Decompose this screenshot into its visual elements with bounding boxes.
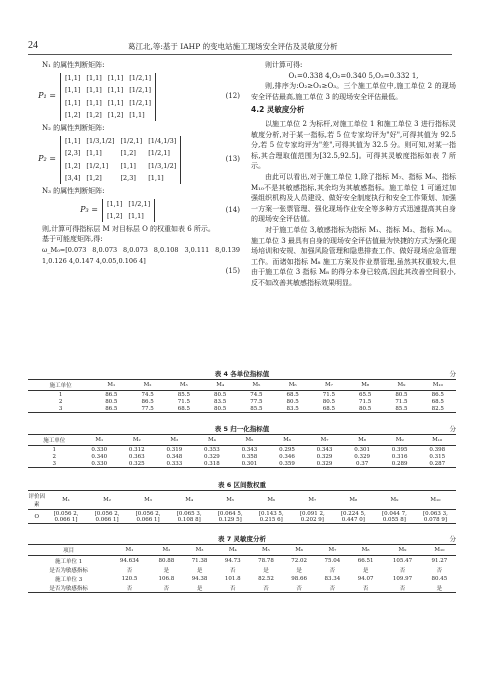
table-cell: 否	[230, 567, 236, 574]
table-cell: 83.5	[213, 398, 227, 405]
table-cell: 94.634	[119, 557, 140, 564]
table-cell: 是	[196, 567, 203, 574]
table-cell: 80.88	[158, 557, 175, 564]
matrix-cell: [1,1]	[65, 98, 81, 107]
matrix-p1	[28, 73, 240, 121]
table-cell: 106.8	[158, 575, 175, 582]
table-cell: 0.330	[91, 446, 108, 453]
p1-label: P₁ =	[38, 91, 56, 101]
column-header: M₈	[333, 491, 374, 510]
table6-caption	[28, 480, 456, 489]
table-cell: 0.301	[231, 460, 269, 468]
table-cell: 是否为敏感指标	[49, 567, 88, 574]
table-cell: [0.065 3, 0.108 8]	[169, 510, 210, 524]
paragraph: 对于施工单位 3,敏感指标为指标 M₁、指标 M₃、指标 M₁₀。施工单位 3 最具有自身的现场安全评估值最为快捷的方式为强化现场培训和安规、加强风险管理和隐患排查工作、做好现场应急管理工作。而诸如指标 M₈ 施工方案及作业票管理,虽然其权重较大,但由于施工单位 3 指标 M₈ 的得分本身已较高,因此其改善空间很小,反不如改善其敏感指标效果明显。	[251, 225, 456, 287]
matrix-cell: [1,2]	[107, 212, 123, 221]
column-header: M₈	[343, 435, 381, 446]
matrix-cell: [2,3]	[120, 174, 136, 183]
table-row	[28, 460, 456, 468]
table-cell: 0.346	[279, 453, 295, 460]
table-cell: 109.97	[392, 575, 413, 582]
matrix-cell: [1,1]	[86, 98, 102, 107]
table-cell: 否	[150, 583, 183, 593]
paragraph: 由此可以看出,对于施工单位 1,除了指标 M₇、指标 M₉、指标 M₁₀不是其敏感指标,其余均为其敏感指标。施工单位 1 可通过加强组织机构及人员建设、做好安全制度执行和安全工作策划、加强一方案一张票管理、强化现场作业安全等多种方式迅速提高其自身的现场安全评估值。	[251, 172, 456, 224]
table-header-row	[28, 545, 456, 556]
table-cell: 74.5	[250, 391, 263, 398]
matrix-p2	[28, 136, 240, 184]
paragraph: 则计算可得:	[265, 61, 303, 69]
table-row	[28, 556, 456, 566]
table-cell: 是	[423, 583, 456, 593]
column-header: M₅	[249, 545, 282, 556]
column-header: 评价因素	[28, 491, 45, 510]
table-cell: 71.5	[359, 398, 372, 405]
table-cell: 0.325	[118, 460, 156, 468]
table-cell: 0.359	[268, 460, 306, 468]
table-cell: [0.064 5, 0.129 5]	[210, 510, 251, 524]
result-equation: O₁=0.338 4,O₂=0.340 5,O₃=0.332 1,	[288, 71, 419, 80]
matrix-cell: [1/2,1]	[129, 73, 151, 82]
table-cell: 71.5	[322, 391, 336, 398]
column-header: M₂	[87, 491, 128, 510]
table-cell: 66.51	[357, 557, 374, 564]
matrix-cell: [1/2,1]	[120, 136, 143, 145]
column-header: M₂	[150, 545, 183, 556]
table-cell: 0.333	[156, 460, 194, 468]
n1-intro: N₁ 的属性判断矩阵:	[42, 61, 105, 69]
table-row	[28, 574, 456, 583]
table-cell: 80.45	[431, 575, 448, 582]
table-cell: 80.5	[286, 398, 299, 405]
omega-equation: ω_M₀=[0.073 8,0.073 8,0.073 8,0.108 3,0.111 8,0.139 1,0.126 4,0.147 4,0.05,0.106 4]	[42, 245, 240, 265]
table-cell: 0.398	[429, 446, 446, 453]
table4-unit: 分	[449, 370, 456, 378]
eq-15: (15)	[225, 267, 240, 276]
table-header-row	[28, 491, 456, 510]
table-cell: 0.295	[279, 446, 295, 453]
table-cell: 80.5	[105, 398, 118, 405]
left-column	[28, 60, 240, 277]
matrix-cell: [1,1]	[86, 149, 102, 158]
column-header: M₉	[382, 545, 423, 556]
table-cell: 105.47	[392, 557, 413, 564]
p2-matrix-body	[60, 136, 181, 184]
table-cell: 85.5	[238, 405, 274, 413]
p3-label: P₃ =	[80, 204, 98, 214]
column-header: M₉	[381, 435, 419, 446]
running-title: 葛江北,等:基于 IAHP 的变电站施工现场安全评估及灵敏度分析	[128, 42, 338, 51]
column-header: M₇	[311, 380, 347, 391]
table-cell: 施工单位 3	[54, 576, 83, 583]
matrix-cell: [1,2]	[120, 149, 136, 158]
column-header: M₈	[349, 545, 382, 556]
table-cell: 否	[109, 583, 150, 593]
table-row	[28, 398, 456, 405]
table-cell: 71.38	[191, 557, 208, 564]
table-cell: 94.07	[357, 575, 374, 582]
column-header: M₁	[45, 491, 86, 510]
table-cell: 86.5	[141, 398, 154, 405]
paragraph: 基于可能度矩阵,得:	[42, 235, 103, 244]
n2-intro: N₂ 的属性判断矩阵:	[42, 123, 105, 132]
matrix-cell: [1/2,1]	[86, 161, 109, 170]
table-cell: 0.287	[418, 460, 456, 468]
column-header: M₄	[216, 545, 249, 556]
table-cell: [0.063 3, 0.078 9]	[415, 510, 456, 524]
matrix-cell: [1,1]	[65, 136, 81, 145]
column-header: M₈	[347, 380, 383, 391]
table-cell: 71.5	[395, 398, 408, 405]
table-cell: 0.301	[354, 446, 370, 453]
table-cell: 0.37	[343, 460, 381, 468]
table-cell: 68.5	[311, 405, 347, 413]
matrix-cell: [1,1]	[120, 161, 136, 170]
table-cell: [0.044 7, 0.055 8]	[374, 510, 415, 524]
column-header: M₁	[109, 545, 150, 556]
column-header: M₂	[118, 435, 156, 446]
table-cell: 80.5	[395, 391, 408, 398]
table4-caption	[28, 369, 456, 378]
table-cell: 0.340	[91, 453, 108, 460]
table-cell: 否	[126, 567, 133, 574]
table-cell: [0.056 2, 0.066 1]	[45, 510, 86, 524]
table-cell: 82.52	[258, 575, 274, 582]
table-cell: 是	[296, 567, 302, 574]
table-cell: 74.5	[141, 391, 154, 398]
matrix-cell: [1/2,1]	[128, 199, 151, 208]
table-cell: 71.5	[177, 398, 190, 405]
column-header: 施工单位	[28, 435, 80, 446]
table-cell: 65.5	[359, 391, 372, 398]
table-cell: 85.5	[383, 405, 419, 413]
column-header: M₅	[231, 435, 269, 446]
column-header: M₄	[169, 491, 210, 510]
table-cell: 2	[52, 453, 56, 460]
column-header: M₁₀	[423, 545, 456, 556]
p2-label: P₂ =	[38, 154, 56, 164]
eq-14: (14)	[225, 205, 240, 214]
column-header: M₆	[283, 545, 316, 556]
matrix-cell: [1,2]	[65, 111, 81, 120]
column-header: M₆	[275, 380, 311, 391]
column-header: M₆	[268, 435, 306, 446]
table-cell: 0.316	[391, 453, 408, 460]
table-cell: 3	[28, 405, 93, 413]
table-cell: 施工单位 1	[54, 558, 83, 565]
table-cell: 1	[52, 446, 56, 453]
table-cell: 80.5	[347, 405, 383, 413]
table-header-row	[28, 435, 456, 446]
table7-title: 表 7 灵敏度分析	[217, 535, 267, 543]
table-cell: 86.5	[431, 391, 444, 398]
table-cell: O	[28, 510, 45, 524]
table-cell: 0.329	[306, 460, 344, 468]
table-cell: 101.8	[224, 575, 241, 582]
table-row	[28, 565, 456, 574]
table-cell: 是	[263, 567, 269, 574]
paragraph: 以施工单位 2 为标杆,对施工单位 1 和施工单位 3 进行指标灵敏度分析,对于某一指标,若 5 位专家均评为"好",可得其值为 92.5 分,若 5 位专家均评为"差",可得其值为 32.5 分。则可知,对某一指标,其合理取值范围为[32.5,92.5]。可得其灵敏度指标如表 7 所示。	[251, 119, 456, 171]
table-cell: 82.5	[420, 405, 456, 413]
table-cell: 0.289	[381, 460, 419, 468]
matrix-cell: [1,1]	[107, 98, 124, 107]
table-cell: 78.78	[258, 557, 274, 564]
page-number: 24	[28, 40, 38, 51]
table-cell: 否	[399, 567, 406, 574]
table-cell: 94.73	[224, 557, 241, 564]
column-header: M₁₀	[418, 435, 456, 446]
table6-title: 表 6 区间数权重	[217, 481, 267, 489]
section-heading: 4.2 灵敏度分析	[251, 105, 305, 115]
table-cell: 72.02	[291, 557, 308, 564]
table-cell: 0.319	[166, 446, 183, 453]
p3-matrix-body	[102, 199, 155, 222]
column-header: M₇	[306, 435, 344, 446]
matrix-p3	[28, 199, 240, 222]
table-cell: 否	[316, 583, 349, 593]
matrix-cell: [1,1]	[128, 212, 144, 221]
table-cell: 是否为敏感指标	[28, 583, 109, 593]
table-cell: 3	[28, 460, 80, 468]
running-header	[28, 38, 452, 55]
table-cell: 0.312	[128, 446, 145, 453]
matrix-cell: [1/2,1]	[129, 98, 151, 107]
table-cell: 0.348	[166, 453, 183, 460]
table-cell: 80.5	[213, 391, 227, 398]
table-cell: 0.318	[193, 460, 231, 468]
matrix-cell: [1,1]	[65, 73, 81, 82]
matrix-cell: [1,1]	[129, 111, 145, 120]
table5-title: 表 5 归一化指标值	[214, 425, 270, 433]
column-header: M₁	[80, 435, 118, 446]
matrix-cell: [1,1]	[86, 73, 102, 82]
paragraph: 则,排序为:O₂≥O₁≥O₃。三个施工单位中,施工单位 2 的现场安全评估最高,施工单位 3 的现场安全评估最低。	[251, 82, 456, 101]
column-header: M₃	[156, 435, 194, 446]
table6	[28, 490, 456, 524]
column-header: 项目	[28, 545, 109, 556]
table-cell: 0.329	[354, 453, 370, 460]
table7-caption	[28, 534, 456, 543]
column-header: M₂	[129, 380, 165, 391]
matrix-cell: [1/2,1]	[129, 86, 151, 95]
table4	[28, 379, 456, 413]
column-header: M₅	[238, 380, 274, 391]
column-header: M₁	[93, 380, 129, 391]
table-cell: 1	[58, 391, 63, 398]
table-cell: 68.5	[166, 405, 202, 413]
table-cell: 否	[382, 583, 423, 593]
table5-unit: 分	[449, 425, 456, 433]
table-cell: 80.5	[202, 405, 238, 413]
column-header: M₉	[374, 491, 415, 510]
matrix-cell: [1,1]	[107, 199, 123, 208]
matrix-cell: [1,1]	[107, 86, 124, 95]
column-header: M₇	[316, 545, 349, 556]
matrix-cell: [1,1]	[107, 73, 124, 82]
table-cell: 83.5	[275, 405, 311, 413]
column-header: M₆	[251, 491, 292, 510]
matrix-cell: [2,3]	[65, 149, 81, 158]
table7-unit: 分	[449, 535, 456, 543]
table-cell: 83.34	[324, 575, 341, 582]
table-cell: 0.329	[316, 453, 333, 460]
table-cell: 否	[216, 583, 249, 593]
table-cell: 0.315	[429, 453, 446, 460]
table-cell: 是	[362, 567, 369, 574]
column-header: 施工单位	[28, 380, 93, 391]
table5-caption	[28, 424, 456, 433]
eq-13: (13)	[225, 155, 240, 164]
matrix-cell: [1,1]	[148, 174, 164, 183]
table-cell: [0.143 5, 0.215 6]	[251, 510, 292, 524]
table-cell: 0.330	[80, 460, 118, 468]
table-cell: 0.353	[204, 446, 220, 453]
table-row	[28, 405, 456, 413]
table-cell: 0.343	[316, 446, 333, 453]
column-header: M₇	[292, 491, 333, 510]
table-row	[28, 453, 456, 460]
table-header-row	[28, 380, 456, 391]
table-cell: 94.38	[191, 575, 208, 582]
table-cell: 是	[163, 567, 170, 574]
matrix-cell: [1,1]	[86, 86, 102, 95]
table-cell: 否	[283, 583, 316, 593]
table-row	[28, 446, 456, 454]
matrix-cell: [3,4]	[65, 174, 81, 183]
table-row	[28, 583, 456, 593]
n3-intro: N₃ 的属性判断矩阵:	[42, 186, 105, 195]
table-cell: 否	[436, 567, 443, 574]
table-cell: 80.5	[322, 398, 336, 405]
matrix-cell: [1,2]	[107, 111, 124, 120]
matrix-cell: [1/3,1/2]	[148, 161, 177, 170]
column-header: M₉	[383, 380, 419, 391]
table5	[28, 434, 456, 468]
table4-title: 表 4 各单位指标值	[214, 370, 270, 378]
table-cell: [0.056 2, 0.066 1]	[128, 510, 169, 524]
table7	[28, 544, 456, 593]
column-header: M₅	[210, 491, 251, 510]
table-cell: 0.358	[241, 453, 258, 460]
right-column	[251, 60, 456, 288]
column-header: M₃	[166, 380, 202, 391]
column-header: M₄	[193, 435, 231, 446]
table-cell: 68.5	[431, 398, 444, 405]
table-cell: 86.5	[93, 405, 129, 413]
table-cell: 68.5	[286, 391, 299, 398]
matrix-cell: [1/4,1/3]	[148, 136, 177, 145]
table-cell: 否	[349, 583, 382, 593]
table-cell: 2	[58, 398, 63, 405]
table-cell: 85.5	[177, 391, 190, 398]
column-header: M₁₀	[420, 380, 456, 391]
table-cell: 77.5	[250, 398, 263, 405]
table-cell: 77.5	[129, 405, 165, 413]
table-cell: 0.363	[128, 453, 145, 460]
table-cell: 75.04	[324, 557, 341, 564]
eq-12: (12)	[225, 92, 240, 101]
column-header: M₄	[202, 380, 238, 391]
table-cell: 0.329	[204, 453, 220, 460]
table-cell: 91.27	[431, 557, 448, 564]
table-cell: 否	[249, 583, 282, 593]
paragraph: 则,计算可得指标层 M 对目标层 O 的权重如表 6 所示。	[42, 224, 215, 233]
matrix-cell: [1,2]	[65, 161, 81, 170]
table-cell: 否	[329, 567, 336, 574]
column-header: M₃	[183, 545, 216, 556]
column-header: M₁₀	[415, 491, 456, 510]
table-cell: [0.091 2, 0.202 9]	[292, 510, 333, 524]
table-cell: [0.056 2, 0.066 1]	[87, 510, 128, 524]
matrix-cell: [1/2,1]	[148, 149, 170, 158]
table-cell: 86.5	[105, 391, 118, 398]
table-cell: 0.395	[391, 446, 408, 453]
table-cell: 0.343	[241, 446, 258, 453]
table-cell: 98.66	[291, 575, 308, 582]
table-row	[28, 391, 456, 399]
table-cell: [0.224 5, 0.447 0]	[333, 510, 374, 524]
table-cell: 120.5	[121, 575, 138, 582]
p1-matrix-body	[60, 73, 156, 121]
table-cell: 是	[183, 583, 216, 593]
matrix-cell: [1/3,1/2]	[86, 136, 115, 145]
matrix-cell: [1,1]	[65, 86, 81, 95]
matrix-cell: [1,2]	[86, 111, 102, 120]
table-row	[28, 510, 456, 524]
column-header: M₃	[128, 491, 169, 510]
matrix-cell: [1,2]	[86, 174, 102, 183]
